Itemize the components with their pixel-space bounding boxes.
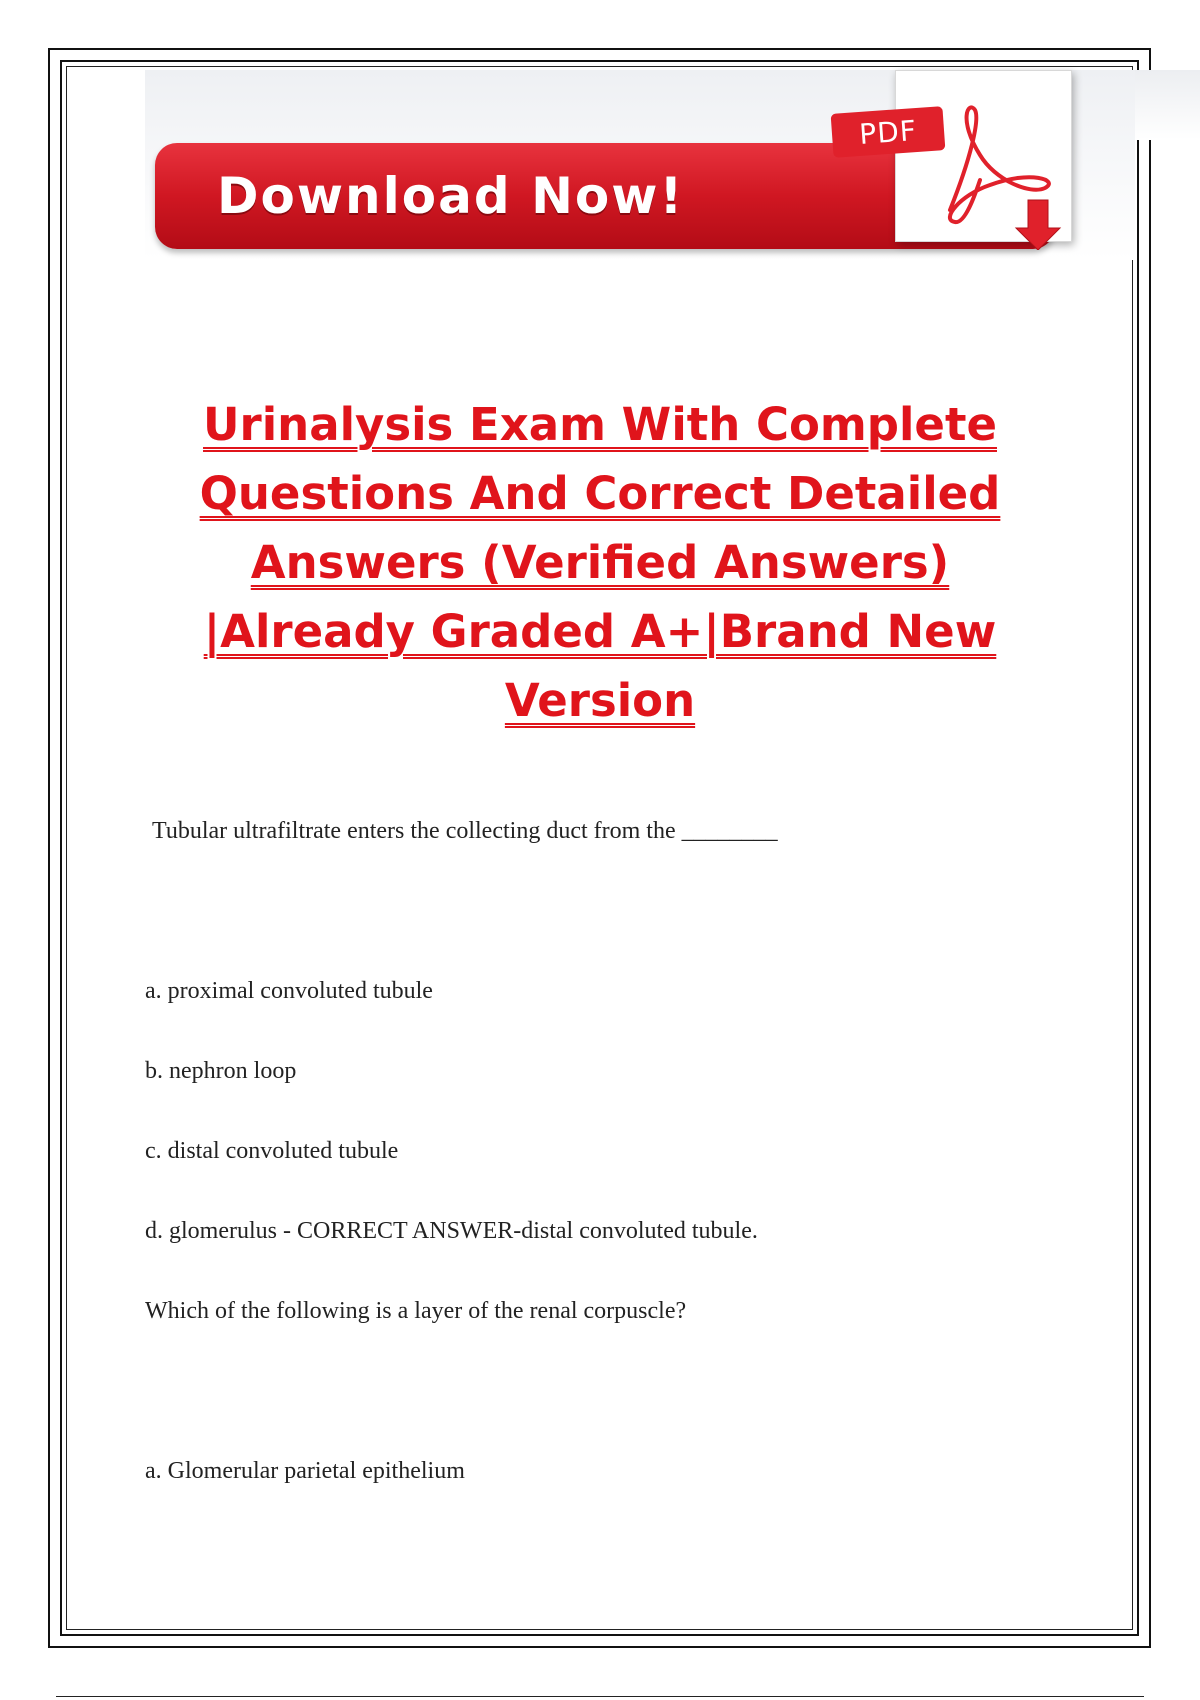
download-now-label: Download Now! xyxy=(217,167,685,225)
question-2-option-a: a. Glomerular parietal epithelium xyxy=(145,1458,465,1484)
page-border-inner-thin xyxy=(66,66,1133,1630)
question-1-prompt: Tubular ultrafiltrate enters the collecting duct from the ________ xyxy=(152,818,778,844)
title-line-5: Version xyxy=(504,674,696,727)
title-line-2: Questions And Correct Detailed xyxy=(199,467,1001,520)
question-1-option-d: d. glomerulus - CORRECT ANSWER-distal convoluted tubule. xyxy=(145,1218,758,1244)
title-line-4: |Already Graded A+|Brand New xyxy=(203,605,997,658)
banner-shadow xyxy=(1135,70,1200,140)
question-1-option-b: b. nephron loop xyxy=(145,1058,297,1084)
title-line-1: Urinalysis Exam With Complete xyxy=(203,398,997,451)
title-line-3: Answers (Verified Answers) xyxy=(250,536,950,589)
document-title xyxy=(160,390,1040,735)
question-2-prompt: Which of the following is a layer of the renal corpuscle? xyxy=(145,1298,687,1324)
question-1-option-a: a. proximal convoluted tubule xyxy=(145,978,433,1004)
pdf-badge: PDF xyxy=(831,106,946,158)
question-1-option-c: c. distal convoluted tubule xyxy=(145,1138,399,1164)
footer-rule xyxy=(56,1696,1144,1697)
